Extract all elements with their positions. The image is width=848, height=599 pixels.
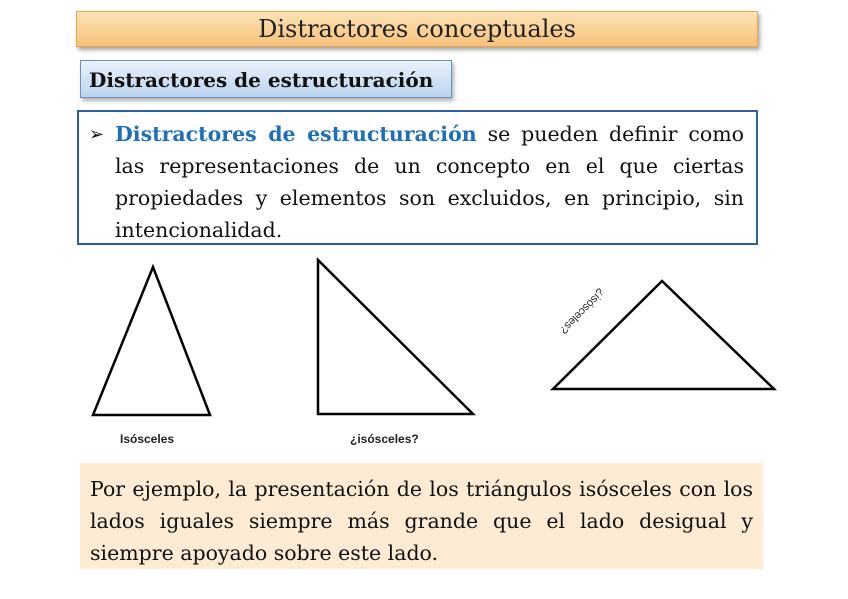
rotated-isosceles-triangle-figure <box>548 276 780 396</box>
arrow-bullet-icon: ➢ <box>89 124 105 145</box>
caption-isosceles: Isósceles <box>120 432 175 446</box>
slide-title: Distractores conceptuales <box>76 11 758 47</box>
caption-question-isosceles: ¿isósceles? <box>350 432 419 446</box>
caption-rotated-question-isosceles: ¿isósceles? <box>557 286 607 336</box>
definition-text: se pueden definir como las representaciones de un concepto en el que ciertas propiedades y elementos son excluidos, en principio, sin intencionalidad. <box>115 122 744 242</box>
definition-box <box>77 110 758 245</box>
section-subtitle: Distractores de estructuración <box>80 60 452 98</box>
right-triangle-figure <box>310 255 480 420</box>
example-box: Por ejemplo, la presentación de los triángulos isósceles con los lados iguales siempre más grande que el lado desigual y siempre apoyado sobre este lado. <box>80 463 763 569</box>
isosceles-triangle-figure <box>88 262 218 422</box>
definition-term: Distractores de estructuración <box>115 122 477 146</box>
